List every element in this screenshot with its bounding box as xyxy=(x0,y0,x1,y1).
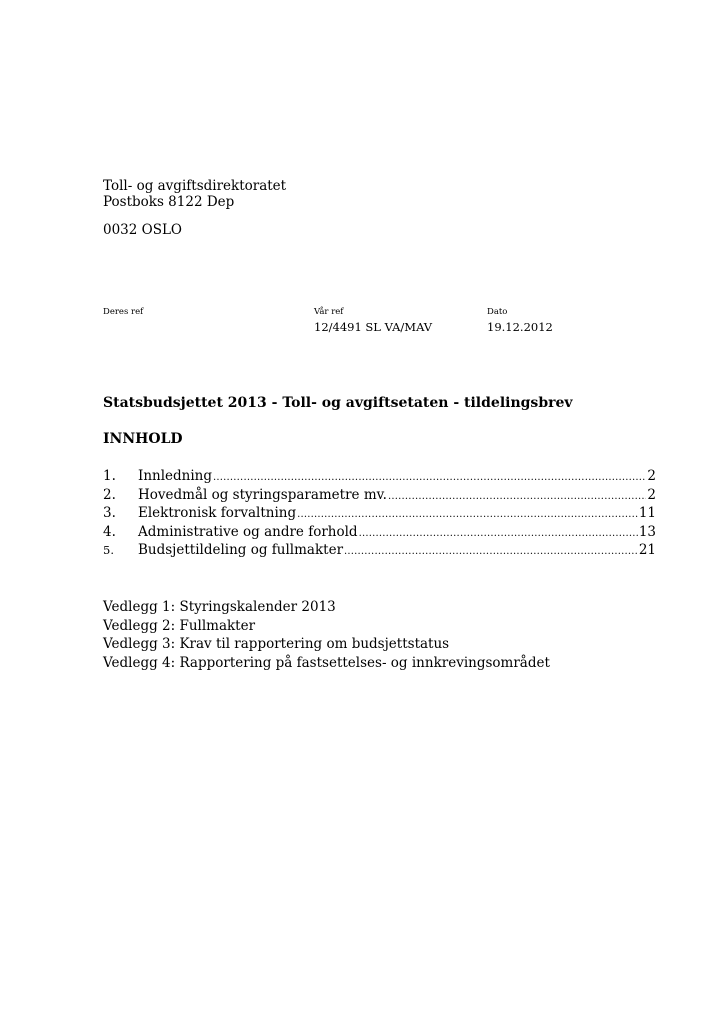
date-label: Dato xyxy=(487,307,508,317)
toc-leader-dots xyxy=(359,525,638,544)
recipient-postbox: Postboks 8122 Dep xyxy=(103,193,235,210)
var-ref-value: 12/4491 SL VA/MAV xyxy=(314,320,433,334)
toc-item-number: 2. xyxy=(103,486,116,503)
recipient-postal: 0032 OSLO xyxy=(103,222,182,238)
toc-item-page: 21 xyxy=(638,542,656,558)
deres-ref xyxy=(103,306,143,320)
toc-item-page: 2 xyxy=(647,486,656,503)
appendix-item: Vedlegg 2: Fullmakter xyxy=(103,617,256,634)
toc-item-title: Innledning xyxy=(138,468,213,484)
deres-ref-label: Deres ref xyxy=(103,307,144,317)
var-ref xyxy=(314,306,432,334)
toc-item-number: 5. xyxy=(103,543,114,557)
toc-item-number: 1. xyxy=(103,468,116,484)
document-subject: Statsbudsjettet 2013 - Toll- og avgiftsetaten - tildelingsbrev xyxy=(103,395,573,411)
appendix-list xyxy=(103,598,550,672)
toc-item[interactable] xyxy=(103,486,656,505)
table-of-contents xyxy=(103,467,656,560)
toc-item[interactable] xyxy=(103,467,656,486)
toc-heading: INNHOLD xyxy=(103,431,183,447)
appendix-item: Vedlegg 4: Rapportering på fastsettelses- og innkrevingsområdet xyxy=(103,654,550,671)
toc-item-page: 13 xyxy=(638,523,656,540)
toc-leader-dots xyxy=(388,488,646,507)
toc-item[interactable] xyxy=(103,523,656,542)
toc-item-page: 2 xyxy=(647,468,656,484)
toc-item-number: 4. xyxy=(103,523,116,540)
appendix-item: Vedlegg 1: Styringskalender 2013 xyxy=(103,599,336,615)
appendix-item: Vedlegg 3: Krav til rapportering om budsjettstatus xyxy=(103,636,450,652)
var-ref-label: Vår ref xyxy=(314,307,344,317)
recipient-name: Toll- og avgiftsdirektoratet xyxy=(103,178,287,194)
toc-item-title: Elektronisk forvaltning xyxy=(138,505,297,521)
toc-item-title: Hovedmål og styringsparametre mv. xyxy=(138,486,387,503)
toc-item[interactable] xyxy=(103,541,656,560)
toc-item[interactable] xyxy=(103,504,656,523)
toc-item-page: 11 xyxy=(638,505,656,521)
toc-leader-dots xyxy=(344,543,638,562)
toc-item-number: 3. xyxy=(103,505,116,521)
toc-item-title: Administrative og andre forhold xyxy=(138,523,358,540)
recipient-address xyxy=(103,179,286,239)
toc-item-title: Budsjettildeling og fullmakter xyxy=(138,542,344,558)
date xyxy=(487,306,553,334)
date-value: 19.12.2012 xyxy=(487,320,553,334)
